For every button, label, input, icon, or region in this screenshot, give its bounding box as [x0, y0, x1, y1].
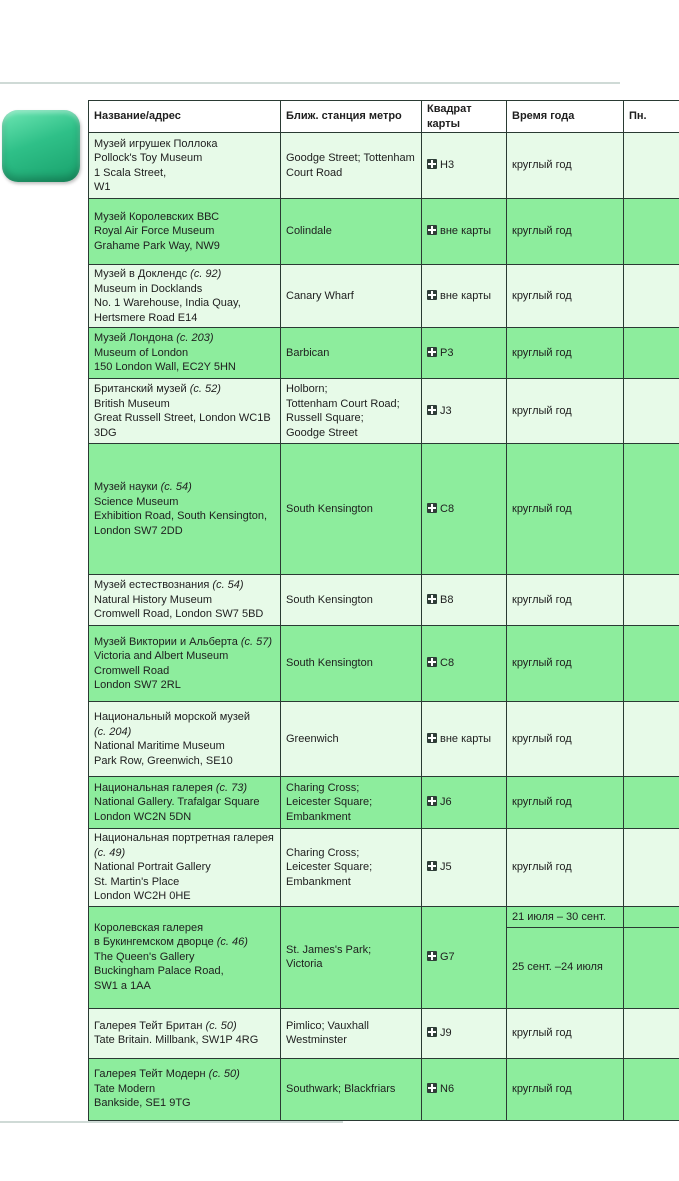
- address-line: Museum in Docklands: [94, 282, 203, 295]
- museum-name-text: Королевская галерея: [94, 921, 204, 934]
- season-period: 21 июля – 30 сент.: [507, 907, 623, 928]
- metro-cell: [281, 702, 422, 777]
- address-line: Great Russell Street, London WC1B: [94, 412, 271, 424]
- map-grid-icon: [427, 290, 437, 300]
- museum-name-text: Музей Королевских ВВС: [94, 210, 220, 223]
- map-square-cell: [422, 626, 507, 702]
- address-line: Exhibition Road, South Kensington,: [94, 510, 268, 522]
- season-cell: круглый год: [507, 777, 624, 829]
- museum-name-cell: [89, 702, 281, 777]
- museum-name-text: Галерея Тейт Бритaн: [94, 1019, 203, 1032]
- map-square: J5: [440, 861, 452, 873]
- museum-name-ru: [94, 210, 275, 225]
- map-square-cell: [422, 265, 507, 328]
- table-row: [89, 777, 679, 829]
- map-grid-icon: [427, 657, 437, 667]
- address-line: Pollock's Toy Museum: [94, 152, 203, 164]
- map-square: N6: [440, 1082, 455, 1095]
- museum-name-ru: [94, 635, 275, 650]
- map-square-cell: [422, 702, 507, 777]
- monday-cell: [624, 265, 679, 328]
- header-monday: Пн.: [624, 101, 679, 133]
- season-cell: круглый год: [507, 1008, 624, 1058]
- museum-name-text: Национальная галерея: [94, 781, 213, 794]
- table-row: [89, 1058, 679, 1120]
- museum-name-ru-cont: [94, 935, 275, 950]
- map-square-cell: [422, 1008, 507, 1058]
- bottom-divider: [0, 1121, 343, 1123]
- map-square: C8: [440, 657, 455, 670]
- metro-station: Southwark; Blackfriars: [286, 1082, 396, 1095]
- monday-cell: [624, 1008, 679, 1058]
- metro-station: Tottenham Court Road;: [286, 397, 400, 410]
- map-square: B8: [440, 593, 454, 606]
- map-grid-icon: [427, 1083, 437, 1093]
- metro-cell: [281, 328, 422, 379]
- map-square: J6: [440, 796, 452, 809]
- metro-cell: [281, 1008, 422, 1058]
- metro-station: Victoria: [286, 958, 323, 970]
- map-square: вне карты: [440, 289, 492, 302]
- museum-name-cell: [89, 328, 281, 379]
- table-row: [89, 379, 679, 444]
- map-square-cell: [422, 328, 507, 379]
- table-row: [89, 575, 679, 626]
- museum-name-ru: [94, 382, 275, 397]
- museum-name-cell: [89, 906, 281, 1008]
- page-reference[interactable]: (с. 50): [208, 1068, 240, 1081]
- address-line: No. 1 Warehouse, India Quay,: [94, 297, 241, 309]
- monday-cell: [624, 626, 679, 702]
- metro-station: Russell Square;: [286, 412, 364, 424]
- metro-cell: [281, 829, 422, 907]
- metro-station: Westminster: [286, 1034, 347, 1046]
- table-row: [89, 328, 679, 379]
- museum-name-cell: [89, 626, 281, 702]
- museum-name-ru: [94, 1019, 275, 1034]
- address-line: London SW7 2DD: [94, 524, 183, 537]
- address-line: Science Museum: [94, 495, 179, 508]
- table-row: [89, 265, 679, 328]
- season-cell: круглый год: [507, 265, 624, 328]
- map-square: P3: [440, 346, 454, 359]
- table-row: [89, 199, 679, 265]
- museum-name-ru: [94, 831, 275, 846]
- metro-station: Embankment: [286, 810, 351, 823]
- museum-name-cell: [89, 1008, 281, 1058]
- metro-cell: [281, 1058, 422, 1120]
- map-square-cell: [422, 777, 507, 829]
- page-reference[interactable]: (с. 52): [189, 383, 221, 395]
- table-row: [89, 1008, 679, 1058]
- museum-name-cell: [89, 829, 281, 907]
- museum-name-cell: [89, 133, 281, 199]
- address-line: National Portrait Gallery: [94, 861, 211, 873]
- museum-name-text: Национальный морской музей: [94, 711, 251, 723]
- metro-station: St. James's Park;: [286, 943, 372, 956]
- museum-name-ru: [94, 781, 275, 796]
- page-reference[interactable]: (с. 92): [190, 268, 222, 280]
- metro-cell: [281, 444, 422, 575]
- monday-cell: [624, 575, 679, 626]
- museum-name-text-2: в Букингемском дворце: [94, 936, 214, 949]
- museum-name-ru: [94, 331, 275, 346]
- address-line: Cromwell Road: [94, 664, 170, 677]
- metro-cell: [281, 133, 422, 199]
- monday-cell: [624, 379, 679, 444]
- page-reference[interactable]: (с. 203): [176, 332, 214, 345]
- monday-value: [624, 907, 679, 928]
- metro-cell: [281, 199, 422, 265]
- address-line: Victoria and Albert Museum: [94, 650, 229, 662]
- season-cell: круглый год: [507, 1058, 624, 1120]
- metro-station: Leicester Square;: [286, 861, 373, 873]
- map-square-cell: [422, 133, 507, 199]
- metro-station: South Kensington: [286, 502, 373, 515]
- address-line: 150 London Wall, EC2Y 5HN: [94, 361, 236, 374]
- museum-name-cell: [89, 444, 281, 575]
- address-line: Royal Air Force Museum: [94, 225, 215, 238]
- map-square: G7: [440, 950, 455, 963]
- address-line: Grahame Park Way, NW9: [94, 239, 220, 252]
- monday-cell: [624, 1058, 679, 1120]
- season-cell: круглый год: [507, 379, 624, 444]
- museum-name-text: Музей игрушек Поллока: [94, 137, 218, 150]
- season-cell: круглый год: [507, 133, 624, 199]
- header-metro: Ближ. станция метро: [281, 101, 422, 133]
- section-tab-button[interactable]: [2, 110, 80, 182]
- metro-station: Leicester Square;: [286, 796, 373, 809]
- header-name: Название/адрес: [89, 101, 281, 133]
- address-line: National Maritime Museum: [94, 740, 225, 752]
- map-grid-icon: [427, 733, 437, 743]
- address-line: National Gallery. Trafalgar Square: [94, 796, 260, 809]
- table-row: [89, 702, 679, 777]
- season-cell: круглый год: [507, 199, 624, 265]
- table-row: [89, 829, 679, 907]
- metro-station: Court Road: [286, 166, 343, 179]
- museum-name-cell: [89, 199, 281, 265]
- monday-cell: [624, 829, 679, 907]
- header-square: Квадрат карты: [422, 101, 507, 133]
- monday-cell: [624, 199, 679, 265]
- season-cell: круглый год: [507, 702, 624, 777]
- metro-cell: [281, 777, 422, 829]
- metro-cell: [281, 379, 422, 444]
- address-line: Park Row, Greenwich, SE10: [94, 754, 233, 767]
- address-line: Tate Britain. Millbank, SW1P 4RG: [94, 1034, 259, 1046]
- museum-name-ru: [94, 921, 275, 936]
- address-line: Hertsmere Road E14: [94, 311, 198, 324]
- table-header-row: [89, 101, 679, 133]
- metro-station: Goodge Street: [286, 426, 358, 439]
- monday-cell: [624, 133, 679, 199]
- museum-name-ru: [94, 578, 275, 593]
- page-reference[interactable]: (с. 57): [240, 635, 273, 648]
- monday-cell: [624, 328, 679, 379]
- map-square: вне карты: [440, 732, 492, 745]
- museum-name-ru: [94, 1067, 275, 1082]
- metro-station: Barbican: [286, 346, 330, 359]
- museum-name-text: Национальная портретная галерея: [94, 832, 274, 844]
- metro-station: South Kensington: [286, 593, 373, 606]
- page-reference[interactable]: (с. 46): [216, 936, 248, 949]
- monday-cell: [624, 702, 679, 777]
- address-line: Museum of London: [94, 346, 189, 359]
- map-grid-icon: [427, 503, 437, 513]
- map-grid-icon: [427, 225, 437, 235]
- metro-station: Canary Wharf: [286, 289, 354, 302]
- header-season: Время года: [507, 101, 624, 133]
- museum-name-cell: [89, 265, 281, 328]
- address-line: London WC2H 0HE: [94, 890, 191, 902]
- table-row: [89, 626, 679, 702]
- map-square: J3: [440, 404, 452, 417]
- museum-name-text: Музей в Доклендс: [94, 268, 188, 280]
- museum-name-text: Музей естествознания: [94, 579, 210, 592]
- museum-name-ru: [94, 137, 275, 152]
- page-reference[interactable]: (с. 204): [94, 725, 132, 738]
- map-square-cell: [422, 575, 507, 626]
- address-line: W1: [94, 181, 111, 193]
- map-square-cell: [422, 379, 507, 444]
- season-cell: [507, 906, 624, 1008]
- page-reference[interactable]: (с. 50): [205, 1019, 237, 1032]
- map-grid-icon: [427, 861, 437, 871]
- metro-station: Colindale: [286, 225, 332, 238]
- address-line: London SW7 2RL: [94, 679, 181, 691]
- season-period: 25 сент. –24 июля: [512, 960, 603, 973]
- page-reference[interactable]: (с. 54): [160, 481, 192, 493]
- address-line: 1 Scala Street,: [94, 166, 167, 179]
- table-row: [89, 133, 679, 199]
- table-row: [89, 444, 679, 575]
- season-cell: круглый год: [507, 328, 624, 379]
- metro-station: South Kensington: [286, 657, 373, 670]
- museum-name-cell: [89, 1058, 281, 1120]
- museum-name-cell: [89, 777, 281, 829]
- metro-station: Pimlico; Vauxhall: [286, 1019, 369, 1032]
- address-line: Cromwell Road, London SW7 5BD: [94, 608, 264, 621]
- monday-cell: [624, 444, 679, 575]
- museum-name-ru: [94, 480, 275, 495]
- metro-cell: [281, 906, 422, 1008]
- map-grid-icon: [427, 405, 437, 415]
- metro-cell: [281, 626, 422, 702]
- map-grid-icon: [427, 347, 437, 357]
- metro-station: Charing Cross;: [286, 846, 360, 859]
- map-square-cell: [422, 1058, 507, 1120]
- page-reference[interactable]: (с. 54): [212, 579, 244, 592]
- museum-name-ru: [94, 267, 275, 282]
- museum-name-cell: [89, 575, 281, 626]
- season-cell: круглый год: [507, 575, 624, 626]
- address-line: The Queen's Gallery: [94, 950, 195, 963]
- map-square-cell: [422, 444, 507, 575]
- address-line: Buckingham Palace Road,: [94, 965, 224, 978]
- map-grid-icon: [427, 951, 437, 961]
- map-square-cell: [422, 199, 507, 265]
- address-line: Bankside, SE1 9TG: [94, 1097, 191, 1110]
- page-reference[interactable]: (с. 49): [94, 846, 126, 859]
- metro-station: Holborn;: [286, 383, 328, 395]
- address-line: London WC2N 5DN: [94, 810, 192, 823]
- map-square: C8: [440, 502, 455, 515]
- address-line: British Museum: [94, 397, 170, 410]
- metro-cell: [281, 575, 422, 626]
- museum-name-text: Британский музей: [94, 383, 187, 395]
- museum-name-cell: [89, 379, 281, 444]
- address-line: St. Martin's Place: [94, 875, 180, 888]
- map-grid-icon: [427, 796, 437, 806]
- map-grid-icon: [427, 594, 437, 604]
- museum-name-text: Галерея Тейт Модерн: [94, 1068, 206, 1081]
- monday-cell: [624, 906, 679, 1008]
- map-grid-icon: [427, 159, 437, 169]
- season-cell: круглый год: [507, 626, 624, 702]
- metro-cell: [281, 265, 422, 328]
- map-square: вне карты: [440, 225, 492, 238]
- metro-station: Embankment: [286, 875, 351, 888]
- museum-name-text: Музей Лондона: [94, 332, 174, 345]
- museum-name-text: Музей науки: [94, 481, 158, 493]
- metro-station: Charing Cross;: [286, 781, 360, 794]
- season-cell: круглый год: [507, 829, 624, 907]
- monday-cell: [624, 777, 679, 829]
- table-row: [89, 906, 679, 1008]
- metro-station: Goodge Street; Tottenham: [286, 152, 415, 164]
- museums-table: [88, 100, 679, 1121]
- map-square: H3: [440, 159, 455, 172]
- page-reference[interactable]: (с. 73): [215, 781, 248, 794]
- address-line: Tate Modern: [94, 1082, 156, 1095]
- monday-value: [624, 928, 679, 1007]
- address-line: Natural History Museum: [94, 593, 212, 606]
- museum-name-text: Музей Виктории и Альберта: [94, 635, 238, 648]
- map-square-cell: [422, 829, 507, 907]
- museum-name-ru: [94, 710, 275, 725]
- top-divider: [0, 82, 620, 84]
- metro-station: Greenwich: [286, 732, 339, 745]
- address-line: SW1 a 1AA: [94, 979, 151, 992]
- season-cell: круглый год: [507, 444, 624, 575]
- map-square: J9: [440, 1026, 452, 1039]
- address-line: 3DG: [94, 426, 117, 439]
- map-square-cell: [422, 906, 507, 1008]
- map-grid-icon: [427, 1027, 437, 1037]
